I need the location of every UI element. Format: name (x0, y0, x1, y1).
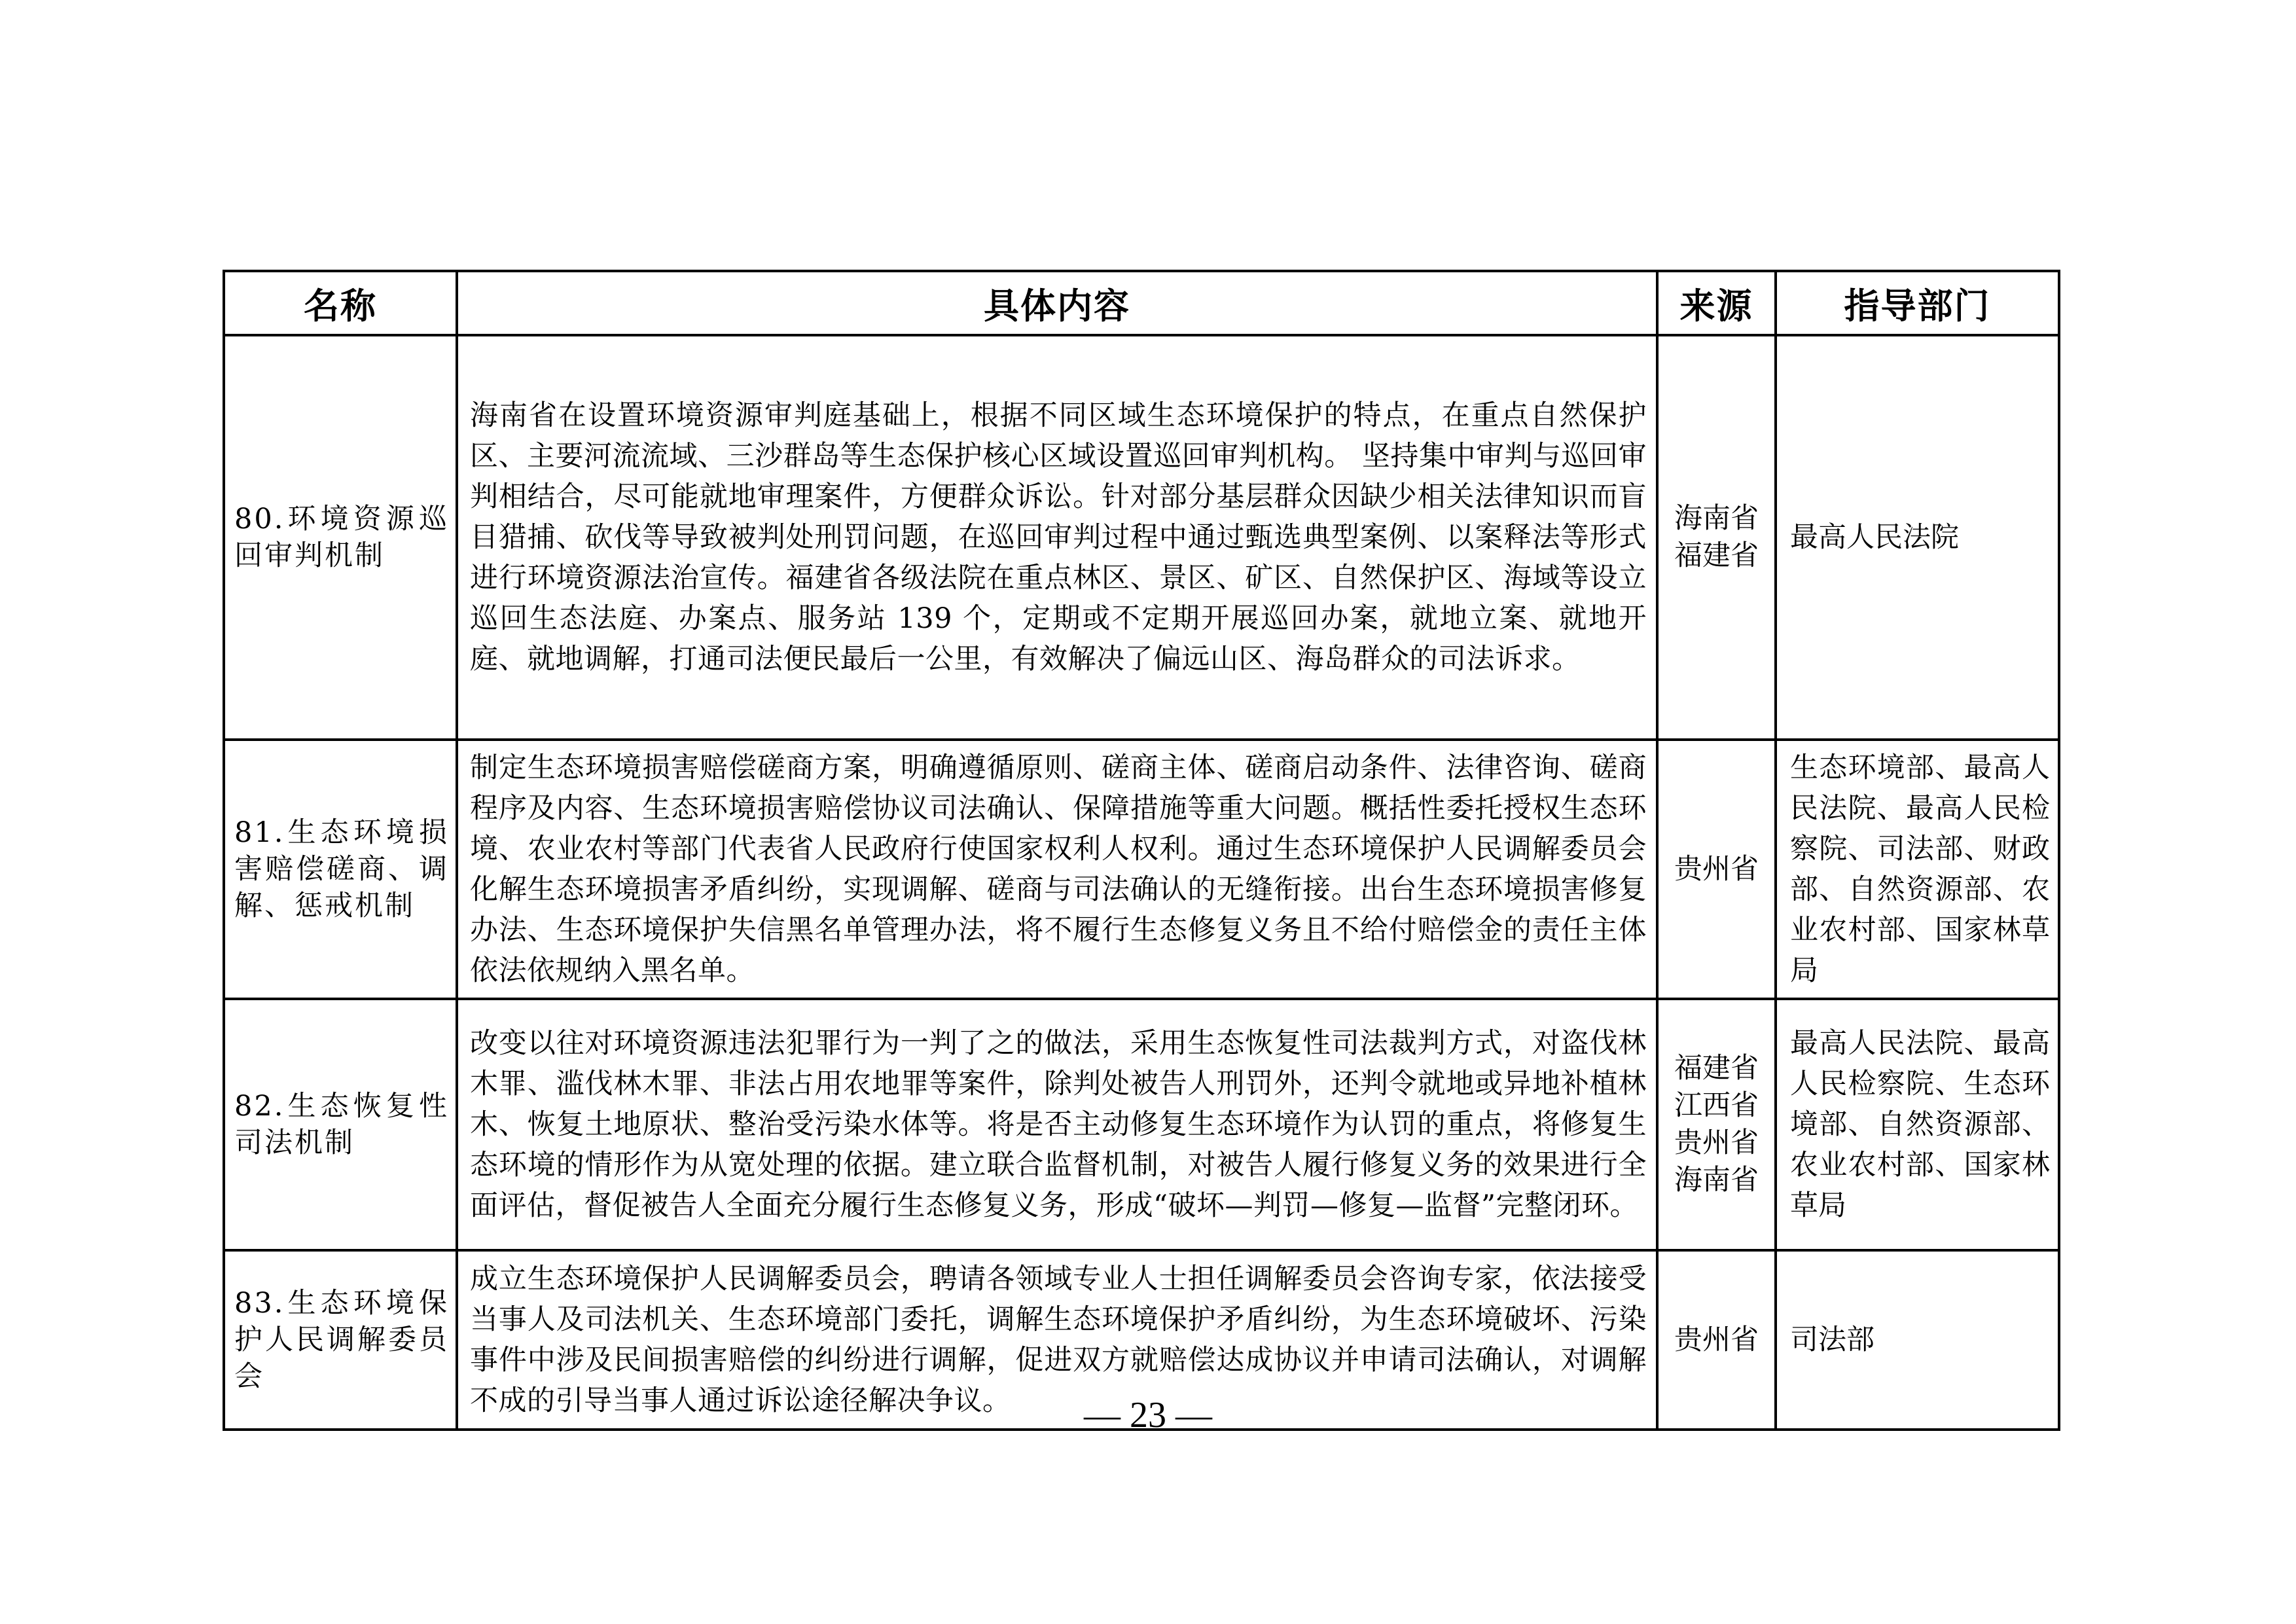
row-name: 83.生态环境保护人民调解委员会 (224, 1250, 457, 1430)
row-content: 海南省在设置环境资源审判庭基础上，根据不同区域生态环境保护的特点，在重点自然保护区、主要河流流域、三沙群岛等生态保护核心区域设置巡回审判机构。 坚持集中审判与巡回审判相结合，尽可能就地审理案件，方便群众诉讼。针对部分基层群众因缺少相关法律知识而盲目猎捕、砍伐等导致被判处刑罚问题，在巡回审判过程中通过甄选典型案例、以案释法等形式进行环境资源法治宣传。福建省各级法院在重点林区、景区、矿区、自然保护区、海域等设立巡回生态法庭、办案点、服务站 139 个，定期或不定期开展巡回办案，就地立案、就地开庭、就地调解，打通司法便民最后一公里，有效解决了偏远山区、海岛群众的司法诉求。 (457, 335, 1657, 740)
row-name: 81.生态环境损害赔偿磋商、调解、惩戒机制 (224, 740, 457, 999)
table-header-row (224, 271, 2059, 335)
source-item: 福建省 (1674, 539, 1759, 572)
header-source: 来源 (1657, 271, 1776, 335)
row-content: 成立生态环境保护人民调解委员会，聘请各领域专业人士担任调解委员会咨询专家，依法接受当事人及司法机关、生态环境部门委托，调解生态环境保护矛盾纠纷，为生态环境破坏、污染事件中涉及民间损害赔偿的纠纷进行调解，促进双方就赔偿达成协议并申请司法确认，对调解不成的引导当事人通过诉讼途径解决争议。 (457, 1250, 1657, 1430)
page-number: — 23 — (1084, 1395, 1212, 1435)
header-department: 指导部门 (1776, 271, 2059, 335)
row-content: 改变以往对环境资源违法犯罪行为一判了之的做法，采用生态恢复性司法裁判方式，对盗伐林木罪、滥伐林木罪、非法占用农地罪等案件，除判处被告人刑罚外，还判令就地或异地补植林木、恢复土地原状、整治受污染水体等。将是否主动修复生态环境作为认罚的重点，将修复生态环境的情形作为从宽处理的依据。建立联合监督机制，对被告人履行修复义务的效果进行全面评估，督促被告人全面充分履行生态修复义务，形成“破坏—判罚—修复—监督”完整闭环。 (457, 999, 1657, 1250)
row-content: 制定生态环境损害赔偿磋商方案，明确遵循原则、磋商主体、磋商启动条件、法律咨询、磋商程序及内容、生态环境损害赔偿协议司法确认、保障措施等重大问题。概括性委托授权生态环境、农业农村等部门代表省人民政府行使国家权利人权利。通过生态环境保护人民调解委员会化解生态环境损害矛盾纠纷，实现调解、磋商与司法确认的无缝衔接。出台生态环境损害修复办法、生态环境保护失信黑名单管理办法，将不履行生态修复义务且不给付赔偿金的责任主体依法依规纳入黑名单。 (457, 740, 1657, 999)
row-source (1657, 999, 1776, 1250)
header-name: 名称 (224, 271, 457, 335)
source-item: 海南省 (1674, 502, 1759, 535)
table-row (224, 999, 2059, 1250)
row-source (1657, 335, 1776, 740)
source-item: 贵州省 (1674, 852, 1759, 886)
row-source (1657, 740, 1776, 999)
row-department: 最高人民法院、最高人民检察院、生态环境部、自然资源部、农业农村部、国家林草局 (1776, 999, 2059, 1250)
header-content: 具体内容 (457, 271, 1657, 335)
row-department: 生态环境部、最高人民法院、最高人民检察院、司法部、财政部、自然资源部、农业农村部、国家林草局 (1776, 740, 2059, 999)
policy-table (223, 270, 2060, 1431)
source-item: 江西省 (1674, 1089, 1759, 1122)
source-item: 贵州省 (1674, 1323, 1759, 1356)
source-item: 贵州省 (1674, 1127, 1759, 1159)
row-name: 80.环境资源巡回审判机制 (224, 335, 457, 740)
source-item: 海南省 (1674, 1164, 1759, 1197)
source-item: 福建省 (1674, 1052, 1759, 1085)
row-name: 82.生态恢复性司法机制 (224, 999, 457, 1250)
row-department: 司法部 (1776, 1250, 2059, 1430)
row-department: 最高人民法院 (1776, 335, 2059, 740)
table-row (224, 740, 2059, 999)
table-row (224, 335, 2059, 740)
